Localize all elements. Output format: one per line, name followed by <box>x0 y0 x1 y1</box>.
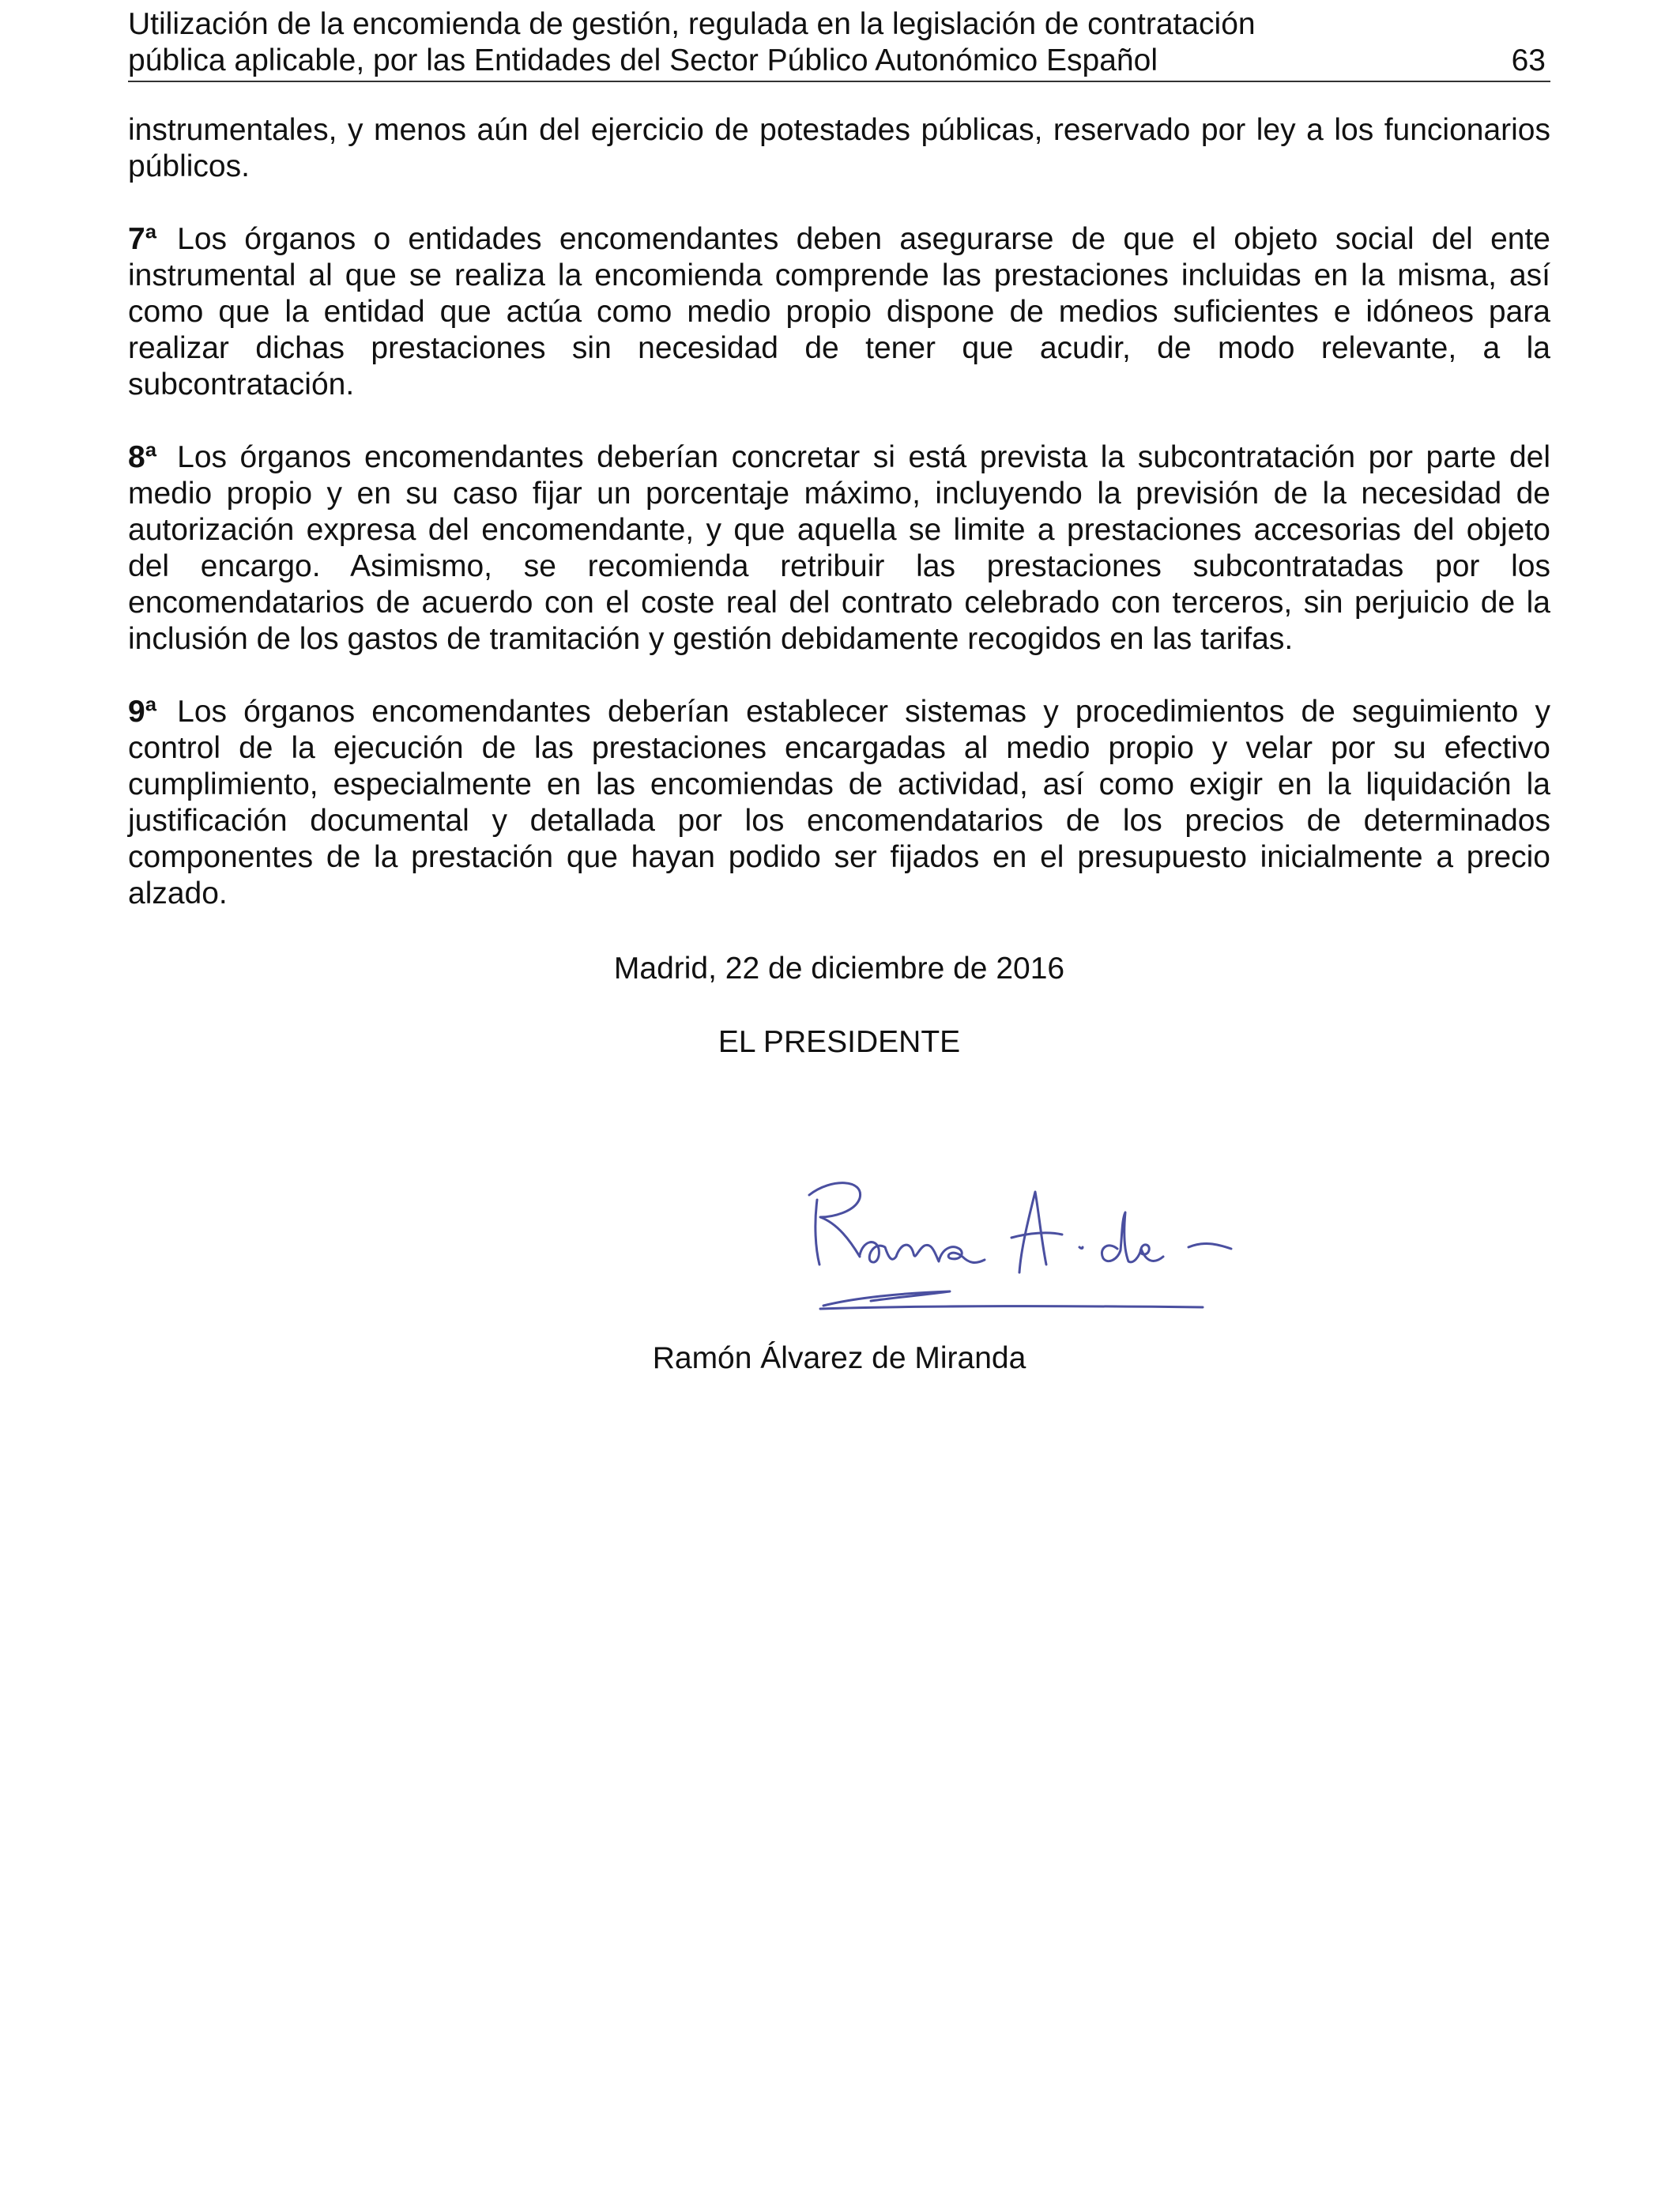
recommendation-9 <box>128 694 1550 912</box>
recommendation-text: Los órganos encomendantes deberían establecer sistemas y procedimientos de seguimiento y control de la ejecución de las prestaciones encargadas al medio propio y velar por su efectivo cumplimiento, especialmente en las encomiendas de actividad, así como exigir en la liquidación la justificación documental y detallada por los encomendatarios de los precios de determinados componentes de la prestación que hayan podido ser fijados en el presupuesto inicialmente a precio alzado. <box>128 695 1550 910</box>
document-body <box>128 112 1550 948</box>
place-and-date: Madrid, 22 de diciembre de 2016 <box>613 952 1065 986</box>
page-number: 63 <box>1511 43 1546 77</box>
continuation-paragraph: instrumentales, y menos aún del ejercicio de potestades públicas, reservado por ley a los funcionarios públicos. <box>128 113 1550 183</box>
signer-name: Ramón Álvarez de Miranda <box>652 1341 1026 1375</box>
recommendation-number: 8ª <box>128 440 157 474</box>
handwritten-signature <box>681 1130 1234 1312</box>
running-header <box>128 6 1550 82</box>
recommendation-7 <box>128 221 1550 403</box>
recommendation-number: 9ª <box>128 695 157 729</box>
header-title-line-2: pública aplicable, por las Entidades del Sector Público Autonómico Español <box>128 43 1158 77</box>
recommendation-8 <box>128 439 1550 658</box>
recommendation-text: Los órganos encomendantes deberían concretar si está prevista la subcontratación por parte del medio propio y en su caso fijar un porcentaje máximo, incluyendo la previsión de la necesidad de autorización expresa del encomendante, y que aquella se limite a prestaciones accesorias del objeto del encargo. Asimismo, se recomienda retribuir las prestaciones subcontratadas por los encomendatarios de acuerdo con el coste real del contrato celebrado con terceros, sin perjuicio de la inclusión de los gastos de tramitación y gestión debidamente recogidos en las tarifas. <box>128 440 1550 656</box>
document-page <box>128 0 1550 2194</box>
recommendation-number: 7ª <box>128 222 157 256</box>
recommendation-text: Los órganos o entidades encomendantes deben asegurarse de que el objeto social del ente instrumental al que se realiza la encomienda comprende las prestaciones incluidas en la misma, así como que la entidad que actúa como medio propio dispone de medios suficientes e idóneos para realizar dichas prestaciones sin necesidad de tener que acudir, de modo relevante, a la subcontratación. <box>128 222 1550 401</box>
signer-role: EL PRESIDENTE <box>718 1025 961 1059</box>
header-title-line-1: Utilización de la encomienda de gestión, regulada en la legislación de contratación <box>128 7 1256 41</box>
